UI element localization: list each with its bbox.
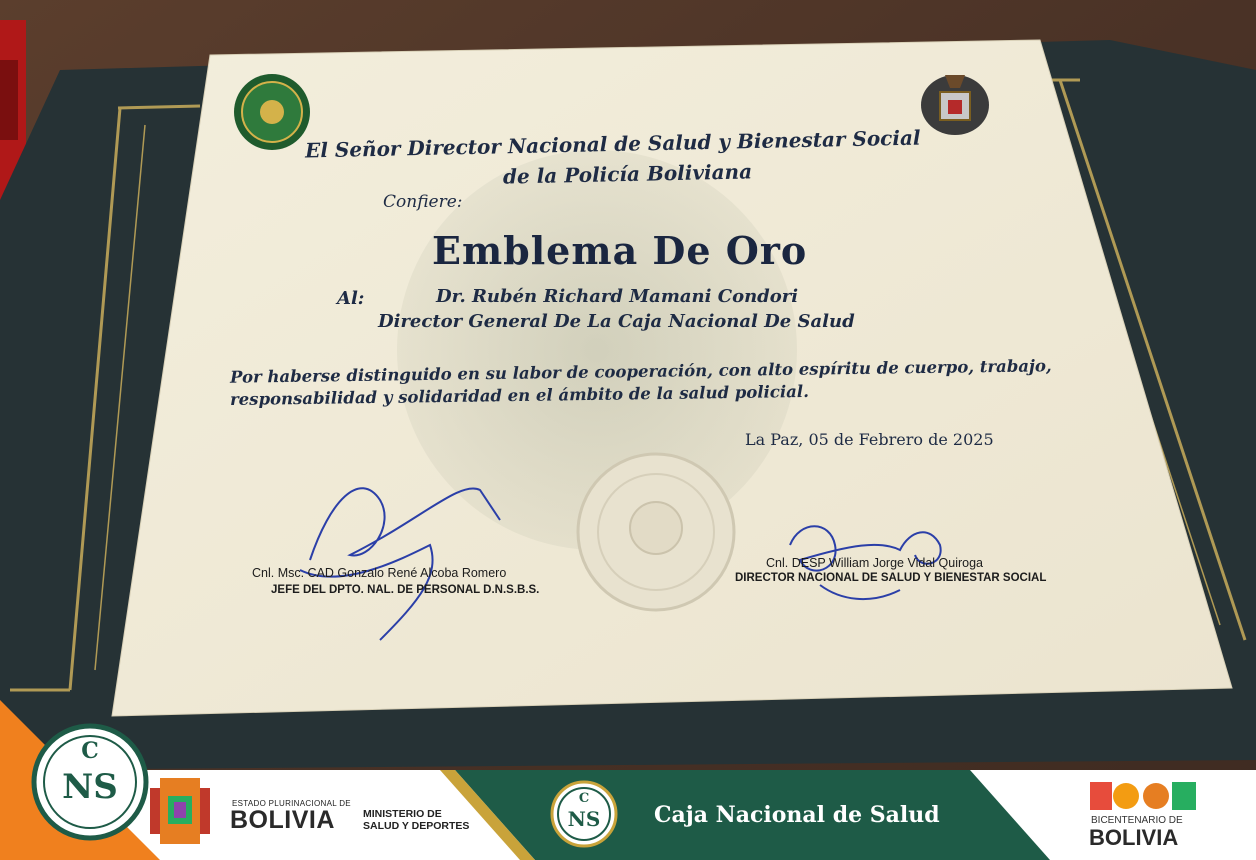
svg-text:NS: NS: [62, 767, 118, 807]
award-title: Emblema De Oro: [432, 228, 808, 273]
embossed-seal: [578, 454, 734, 610]
bicentenario-small-label: BICENTENARIO DE: [1091, 815, 1183, 826]
signer-right-role: DIRECTOR NACIONAL DE SALUD Y BIENESTAR SOCIAL: [735, 572, 1047, 584]
certificate-header-line2: de la Policía Boliviana: [502, 159, 753, 189]
eagle-crest-logo: [921, 75, 989, 135]
signer-left-name: Cnl. Msc. CAD Gonzalo René Alcoba Romero: [252, 566, 507, 580]
signer-left-role: JEFE DEL DPTO. NAL. DE PERSONAL D.N.S.B.S.: [271, 584, 540, 596]
recipient-title: Director General De La Caja Nacional De Salud: [378, 311, 855, 332]
ministry-line1: MINISTERIO DE: [363, 808, 442, 820]
svg-text:C: C: [81, 738, 99, 764]
ministry-line2: SALUD Y DEPORTES: [363, 820, 470, 832]
citation-line1: Por haberse distinguido en su labor de cooperación, con alto espíritu de cuerpo, trabajo,: [229, 356, 1052, 387]
citation-line2: responsabilidad y solidaridad en el ámbito de la salud policial.: [229, 381, 810, 410]
certificate-header-line1: El Señor Director Nacional de Salud y Bienestar Social: [304, 125, 921, 163]
bicentenario-big-label: BOLIVIA: [1089, 825, 1179, 850]
svg-text:C: C: [578, 791, 590, 806]
policia-boliviana-logo: [234, 74, 310, 150]
recipient-name: Dr. Rubén Richard Mamani Condori: [436, 286, 799, 307]
confiere-label: Confiere:: [383, 192, 463, 212]
cns-name-label: Caja Nacional de Salud: [654, 802, 940, 828]
signer-right-name: Cnl. DESP William Jorge Vidal Quiroga: [766, 556, 983, 570]
state-small-label: ESTADO PLURINACIONAL DE: [232, 799, 351, 808]
state-big-label: BOLIVIA: [230, 806, 335, 834]
certificate-date: La Paz, 05 de Febrero de 2025: [745, 430, 994, 449]
al-label: Al:: [337, 288, 365, 309]
svg-text:NS: NS: [567, 807, 601, 831]
